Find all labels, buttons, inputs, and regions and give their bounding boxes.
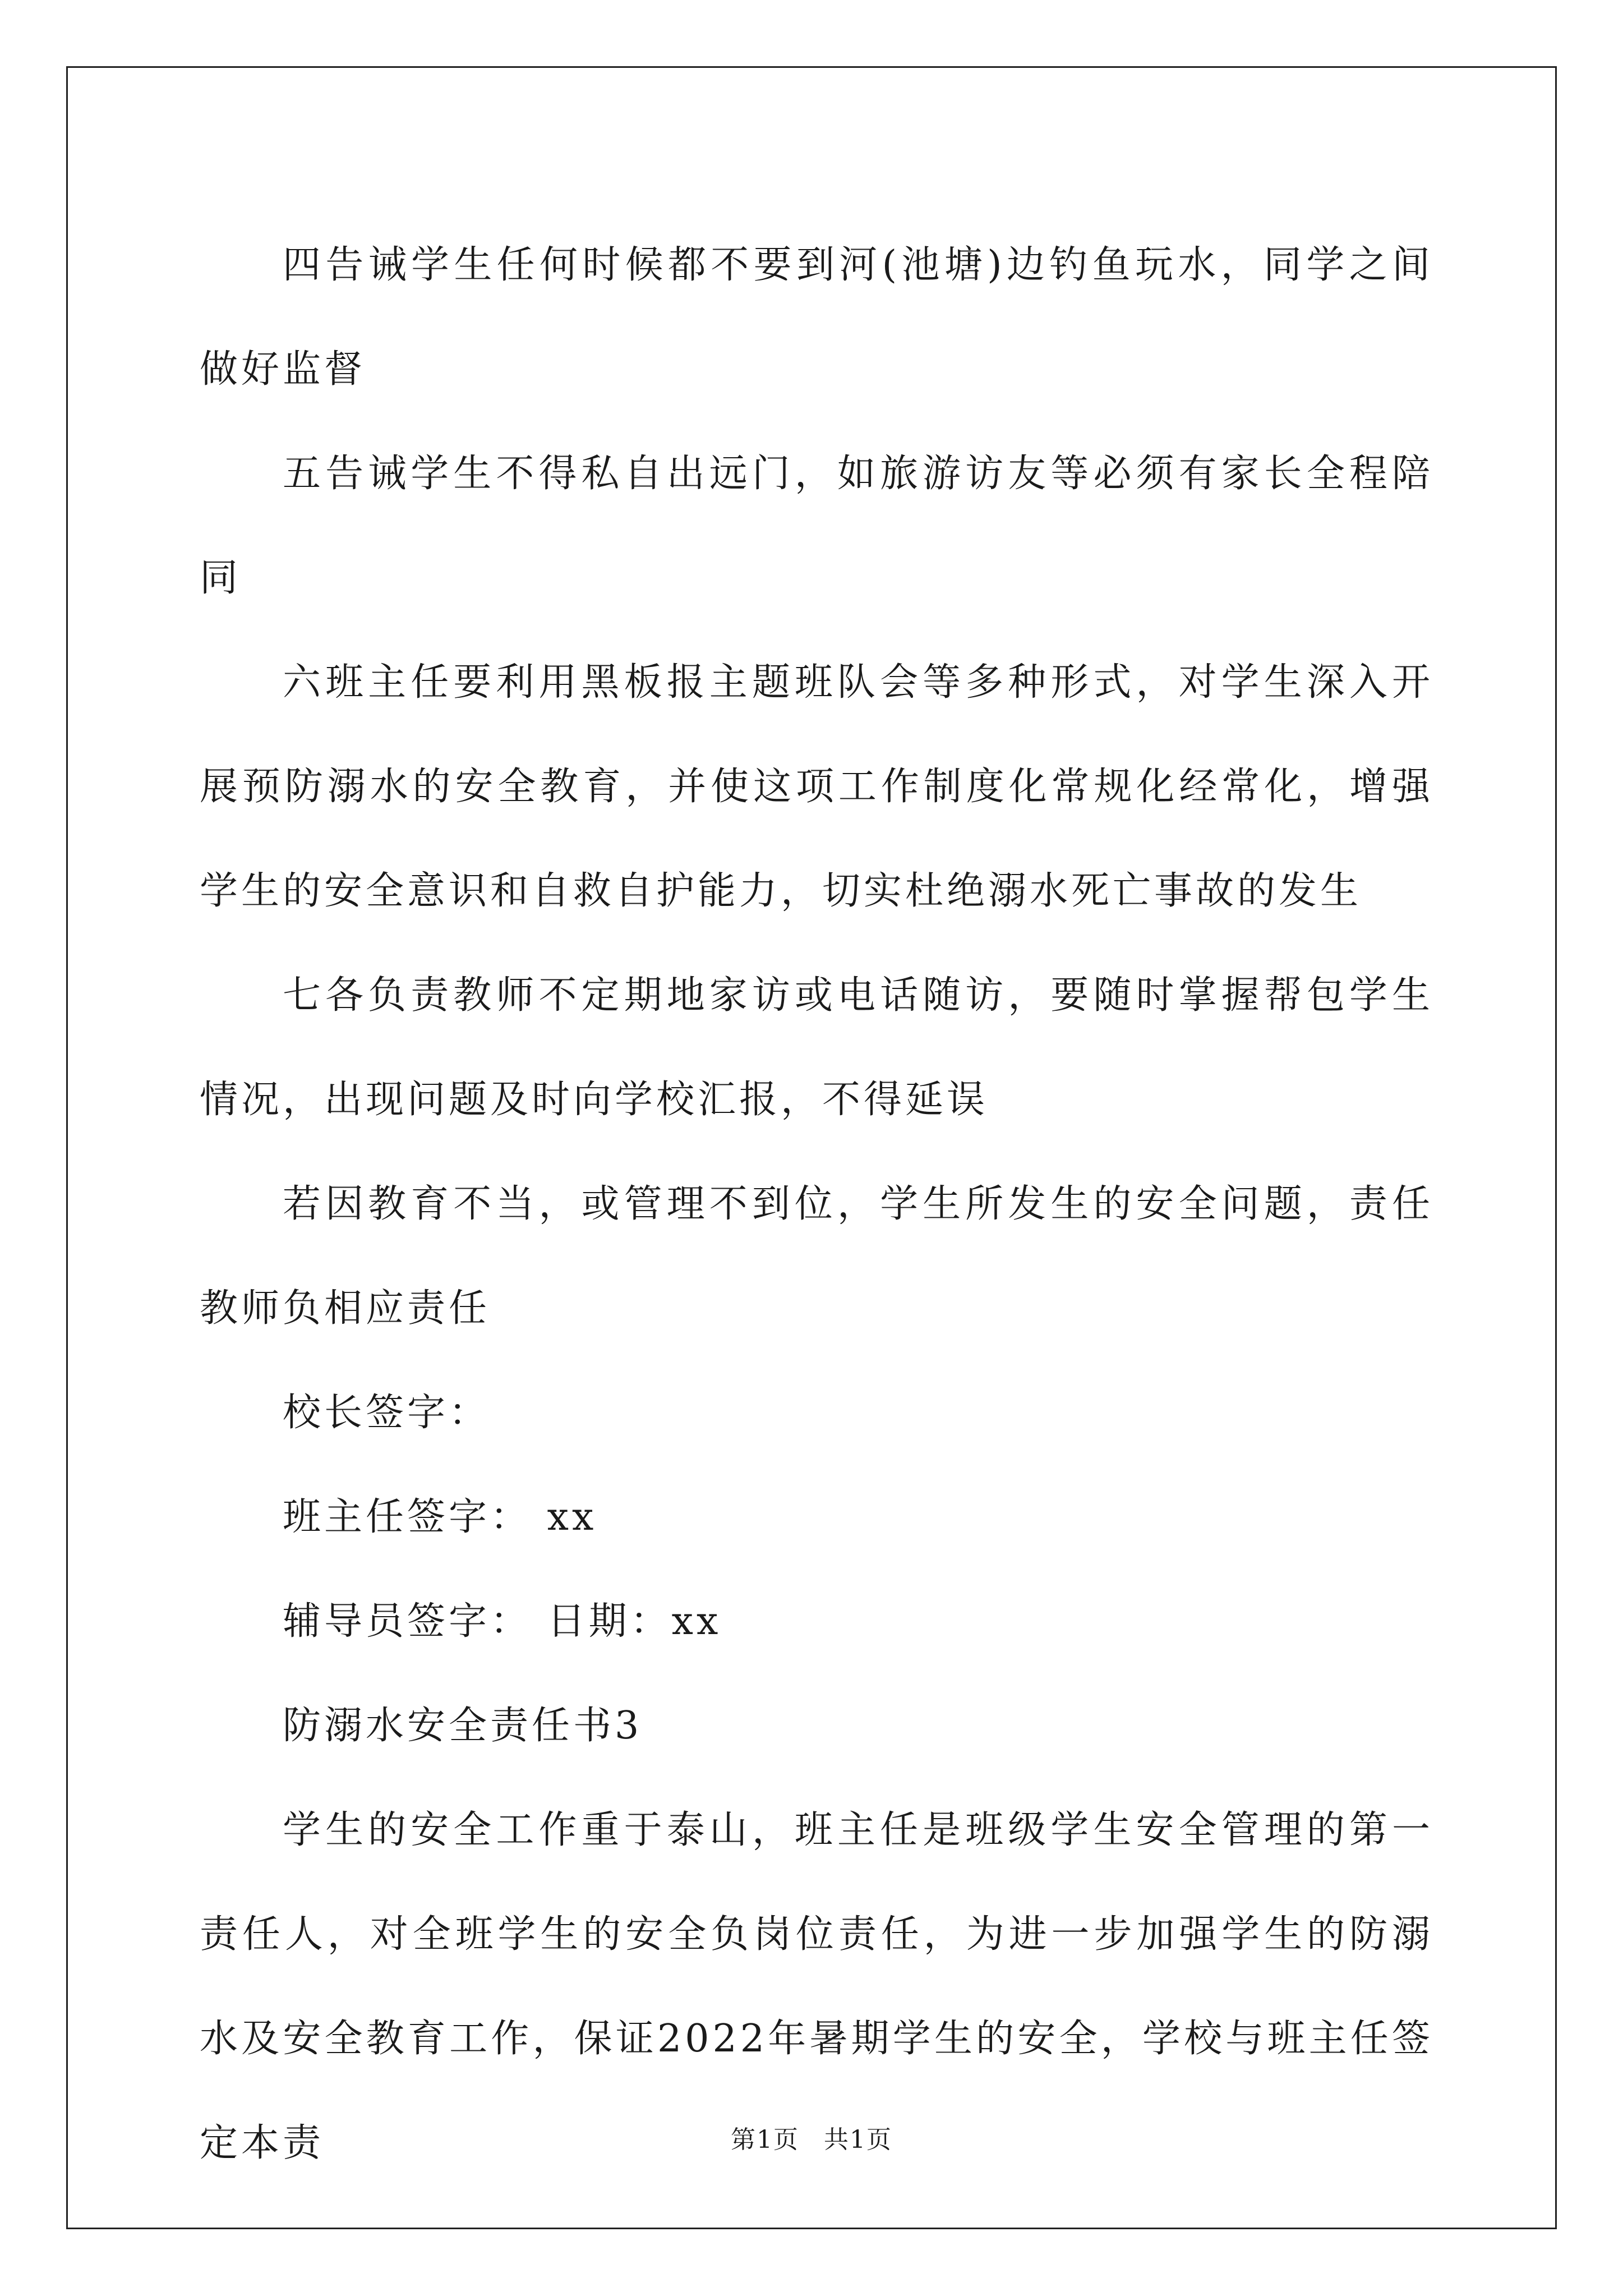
page-number-total: 共1页 bbox=[824, 2125, 892, 2154]
page-number-current: 第1页 bbox=[731, 2125, 799, 2154]
signature-counselor-date: 辅导员签字： 日期：xx bbox=[283, 1599, 722, 1644]
paragraph-notice-5: 五告诫学生不得私自出远门，如旅游访友等必须有家长全程陪同 bbox=[200, 452, 1433, 600]
paragraph-intro: 学生的安全工作重于泰山，班主任是班级学生安全管理的第一责任人，对全班学生的安全负岗位责任，为进一步加强学生的防溺水及安全教育工作，保证2022年暑期学生的安全，学校与班主任签定本责 bbox=[200, 1808, 1433, 2165]
section-title: 防溺水安全责任书3 bbox=[283, 1704, 643, 1748]
signature-head-teacher: 班主任签字： xx bbox=[283, 1495, 597, 1539]
paragraph-notice-7: 七各负责教师不定期地家访或电话随访，要随时掌握帮包学生情况，出现问题及时向学校汇报，不得延误 bbox=[200, 973, 1433, 1122]
document-body bbox=[200, 213, 1433, 2196]
paragraph-responsibility: 若因教育不当，或管理不到位，学生所发生的安全问题，责任教师负相应责任 bbox=[200, 1182, 1433, 1331]
paragraph-notice-4: 四告诫学生任何时候都不要到河(池塘)边钓鱼玩水，同学之间做好监督 bbox=[200, 243, 1433, 392]
signature-principal: 校长签字： bbox=[283, 1391, 491, 1435]
paragraph-notice-6: 六班主任要利用黑板报主题班队会等多种形式，对学生深入开展预防溺水的安全教育，并使这项工作制度化常规化经常化，增强学生的安全意识和自救自护能力，切实杜绝溺水死亡事故的发生 bbox=[200, 660, 1433, 913]
page-footer bbox=[0, 2119, 1623, 2155]
